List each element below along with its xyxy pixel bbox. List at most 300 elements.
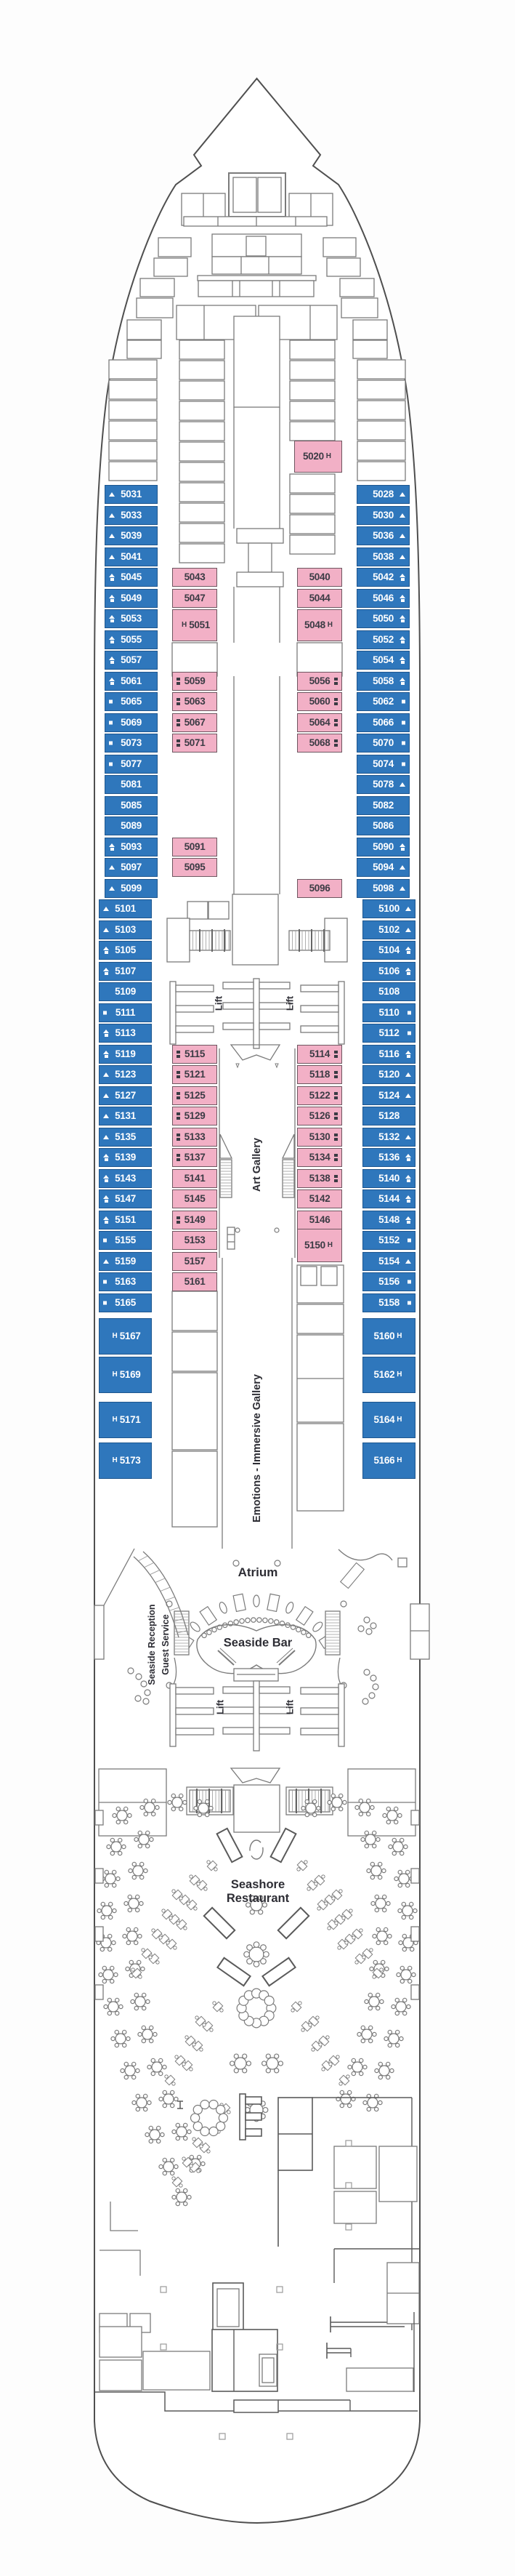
- cabin-5171[interactable]: [99, 1402, 152, 1438]
- bunk-beds-icon: [177, 719, 180, 726]
- pullman-sofa-bed-icon: [405, 1195, 411, 1203]
- cabin-number: 5162: [373, 1369, 395, 1381]
- pullman-bed-icon: [405, 1259, 411, 1264]
- cabin-5159[interactable]: [99, 1252, 152, 1271]
- cabin-number: 5101: [115, 903, 136, 915]
- cabin-5114[interactable]: [297, 1045, 342, 1064]
- bunk-beds-icon: [334, 698, 338, 705]
- cabin-number: 5129: [184, 1110, 206, 1122]
- cabin-number: 5125: [184, 1090, 206, 1102]
- pullman-sofa-bed-icon: [405, 968, 411, 975]
- cabin-number: 5036: [373, 530, 394, 542]
- cabin-number: 5044: [309, 593, 331, 604]
- cabin-number: 5095: [184, 862, 206, 873]
- cabin-number: 5169: [119, 1369, 141, 1381]
- cabin-5164[interactable]: [362, 1402, 415, 1438]
- cabin-5173[interactable]: [99, 1443, 152, 1479]
- cabin-5112[interactable]: [362, 1024, 415, 1043]
- cabin-number: 5100: [378, 903, 400, 915]
- cabin-5085[interactable]: [105, 796, 158, 815]
- cabin-number: 5049: [121, 593, 142, 604]
- cabin-5043[interactable]: [172, 568, 217, 587]
- bunk-beds-icon: [334, 1112, 338, 1120]
- cabin-5120[interactable]: [362, 1065, 415, 1084]
- cabin-5074[interactable]: [357, 755, 410, 774]
- cabin-5134[interactable]: [297, 1148, 342, 1167]
- cabin-5149[interactable]: [172, 1211, 217, 1229]
- cabin-5121[interactable]: [172, 1065, 217, 1084]
- cabin-number: 5053: [121, 613, 142, 625]
- cabin-number: 5060: [309, 696, 331, 707]
- cabin-5041[interactable]: [105, 547, 158, 566]
- cabin-5038[interactable]: [357, 547, 410, 566]
- cabin-number: 5070: [373, 737, 394, 749]
- accessible-h-mark: H: [397, 1371, 402, 1379]
- cabin-number: 5098: [373, 883, 394, 894]
- cabin-5156[interactable]: [362, 1272, 415, 1291]
- cabin-5115[interactable]: [172, 1045, 217, 1064]
- sofa-bed-icon: [103, 1280, 107, 1284]
- cabin-number: 5128: [378, 1110, 400, 1122]
- sofa-bed-icon: [109, 721, 113, 725]
- cabin-number: 5131: [115, 1110, 136, 1122]
- cabin-5020[interactable]: [294, 441, 342, 473]
- cabin-number: 5135: [115, 1131, 136, 1143]
- cabin-number: 5089: [121, 820, 142, 832]
- sofa-bed-icon: [109, 742, 113, 745]
- pullman-bed-icon: [109, 886, 115, 891]
- pullman-sofa-bed-icon: [103, 1216, 109, 1224]
- pullman-bed-icon: [103, 928, 109, 932]
- cabin-5048[interactable]: [297, 609, 342, 641]
- pullman-bed-icon: [109, 513, 115, 518]
- cabin-5091[interactable]: [172, 838, 217, 856]
- cabin-5109[interactable]: [99, 982, 152, 1001]
- pullman-sofa-bed-icon: [400, 574, 405, 581]
- cabin-5130[interactable]: [297, 1128, 342, 1147]
- label-lift-forward-port: Lift: [213, 995, 224, 1011]
- pullman-sofa-bed-icon: [109, 574, 115, 581]
- cabin-5167[interactable]: [99, 1318, 152, 1355]
- cabin-5113[interactable]: [99, 1024, 152, 1043]
- cabin-number: 5054: [373, 654, 394, 666]
- pullman-bed-icon: [400, 492, 405, 497]
- pullman-sofa-bed-icon: [103, 1154, 109, 1161]
- cabin-5051[interactable]: [172, 609, 217, 641]
- cabin-5107[interactable]: [99, 962, 152, 981]
- cabin-number: 5154: [378, 1256, 400, 1267]
- cabin-number: 5020: [302, 451, 324, 462]
- cabin-number: 5077: [121, 758, 142, 770]
- cabin-number: 5046: [373, 593, 394, 604]
- cabin-number: 5073: [121, 737, 142, 749]
- cabin-number: 5119: [115, 1048, 136, 1060]
- cabin-number: 5048: [304, 619, 325, 631]
- cabin-5133[interactable]: [172, 1128, 217, 1147]
- cabin-5163[interactable]: [99, 1272, 152, 1291]
- pullman-sofa-bed-icon: [109, 678, 115, 685]
- cabin-5049[interactable]: [105, 589, 158, 608]
- cabin-5081[interactable]: [105, 775, 158, 794]
- cabin-5110[interactable]: [362, 1003, 415, 1022]
- cabin-number: 5061: [121, 675, 142, 687]
- cabin-number: 5091: [184, 841, 206, 853]
- cabin-number: 5055: [121, 634, 142, 646]
- cabin-5064[interactable]: [297, 713, 342, 732]
- cabin-5066[interactable]: [357, 713, 410, 732]
- cabin-5145[interactable]: [172, 1189, 217, 1208]
- cabin-5028[interactable]: [357, 485, 410, 504]
- cabin-number: 5110: [378, 1007, 400, 1019]
- cabin-5039[interactable]: [105, 526, 158, 545]
- label-guest-service: Guest Service: [161, 1614, 171, 1675]
- cabin-5119[interactable]: [99, 1045, 152, 1064]
- cabin-5060[interactable]: [297, 692, 342, 711]
- cabin-5123[interactable]: [99, 1065, 152, 1084]
- cabin-number: 5062: [373, 696, 394, 707]
- cabin-5095[interactable]: [172, 858, 217, 877]
- cabin-5146[interactable]: [297, 1211, 342, 1229]
- cabin-5141[interactable]: [172, 1169, 217, 1188]
- cabin-5104[interactable]: [362, 941, 415, 960]
- cabin-5077[interactable]: [105, 755, 158, 774]
- cabin-number: 5050: [373, 613, 394, 625]
- cabin-number: 5093: [121, 841, 142, 853]
- cabin-5151[interactable]: [99, 1211, 152, 1229]
- pullman-bed-icon: [400, 782, 405, 787]
- cabin-5169[interactable]: [99, 1357, 152, 1393]
- cabin-5128[interactable]: [362, 1107, 415, 1126]
- cabin-5101[interactable]: [99, 899, 152, 918]
- bunk-beds-icon: [177, 1216, 180, 1224]
- cabin-5042[interactable]: [357, 568, 410, 587]
- cabin-number: 5113: [115, 1027, 136, 1039]
- cabin-5116[interactable]: [362, 1045, 415, 1064]
- cabin-number: 5066: [373, 717, 394, 729]
- sofa-bed-icon: [407, 1239, 411, 1243]
- label-seaside-bar: Seaside Bar: [223, 1636, 293, 1650]
- cabin-number: 5146: [309, 1214, 331, 1226]
- label-seashore-restaurant: Seashore Restaurant: [226, 1878, 290, 1905]
- cabin-number: 5171: [119, 1414, 141, 1426]
- accessible-h-mark: H: [397, 1416, 402, 1424]
- cabin-number: 5148: [378, 1214, 400, 1226]
- pullman-sofa-bed-icon: [103, 1195, 109, 1203]
- sofa-bed-icon: [402, 763, 405, 766]
- bunk-beds-icon: [334, 1175, 338, 1182]
- bunk-beds-icon: [334, 739, 338, 747]
- cabin-5053[interactable]: [105, 609, 158, 628]
- cabin-5082[interactable]: [357, 796, 410, 815]
- cabin-5070[interactable]: [357, 734, 410, 753]
- cabin-number: 5045: [121, 571, 142, 583]
- sofa-bed-icon: [103, 1011, 107, 1015]
- pullman-sofa-bed-icon: [405, 947, 411, 954]
- cabin-5106[interactable]: [362, 962, 415, 981]
- cabin-number: 5067: [184, 717, 206, 729]
- cabin-number: 5130: [309, 1131, 331, 1143]
- cabin-5154[interactable]: [362, 1252, 415, 1271]
- cabin-number: 5106: [378, 966, 400, 977]
- pullman-bed-icon: [405, 1072, 411, 1077]
- cabin-5093[interactable]: [105, 838, 158, 856]
- pullman-bed-icon: [109, 492, 115, 497]
- cabin-number: 5132: [378, 1131, 400, 1143]
- cabin-5055[interactable]: [105, 630, 158, 649]
- pullman-sofa-bed-icon: [103, 968, 109, 975]
- cabin-5158[interactable]: [362, 1293, 415, 1312]
- cabin-number: 5058: [373, 675, 394, 687]
- cabin-5139[interactable]: [99, 1148, 152, 1167]
- accessible-h-mark: H: [327, 1241, 333, 1249]
- cabin-5143[interactable]: [99, 1169, 152, 1188]
- cabin-5052[interactable]: [357, 630, 410, 649]
- cabin-5057[interactable]: [105, 651, 158, 670]
- cabin-number: 5104: [378, 944, 400, 956]
- cabin-number: 5103: [115, 924, 136, 936]
- cabin-number: 5153: [184, 1235, 206, 1246]
- cabin-5071[interactable]: [172, 734, 217, 753]
- cabin-5152[interactable]: [362, 1231, 415, 1250]
- cabin-5031[interactable]: [105, 485, 158, 504]
- bunk-beds-icon: [177, 1071, 180, 1078]
- accessible-h-mark: H: [325, 452, 332, 460]
- bunk-beds-icon: [334, 1133, 338, 1141]
- cabin-5061[interactable]: [105, 672, 158, 691]
- pullman-bed-icon: [400, 534, 405, 538]
- cabin-5058[interactable]: [357, 672, 410, 691]
- cabin-5047[interactable]: [172, 589, 217, 608]
- cabin-5062[interactable]: [357, 692, 410, 711]
- cabin-number: 5136: [378, 1152, 400, 1163]
- cabin-5137[interactable]: [172, 1148, 217, 1167]
- pullman-bed-icon: [103, 1072, 109, 1077]
- cabin-5129[interactable]: [172, 1107, 217, 1126]
- cabin-5094[interactable]: [357, 858, 410, 877]
- cabin-number: 5094: [373, 862, 394, 873]
- cabin-5030[interactable]: [357, 506, 410, 525]
- label-atrium: Atrium: [238, 1565, 278, 1579]
- cabin-number: 5107: [115, 966, 136, 977]
- pullman-sofa-bed-icon: [103, 1030, 109, 1037]
- cabin-number: 5164: [373, 1414, 395, 1426]
- cabin-number: 5142: [309, 1193, 331, 1205]
- cabin-5135[interactable]: [99, 1128, 152, 1147]
- cabin-number: 5043: [184, 571, 206, 583]
- bunk-beds-icon: [177, 1092, 180, 1099]
- pullman-sofa-bed-icon: [400, 636, 405, 643]
- cabin-number: 5133: [184, 1131, 206, 1143]
- label-lift-mid-port: Lift: [214, 1699, 226, 1715]
- cabin-5126[interactable]: [297, 1107, 342, 1126]
- cabin-number: 5163: [115, 1276, 136, 1288]
- label-seaside-reception: Seaside Reception: [147, 1604, 157, 1685]
- cabin-number: 5040: [309, 571, 331, 583]
- cabin-number: 5156: [378, 1276, 400, 1288]
- cabin-5166[interactable]: [362, 1443, 415, 1479]
- cabin-5102[interactable]: [362, 920, 415, 939]
- cabin-number: 5063: [184, 696, 206, 707]
- cabin-number: 5069: [121, 717, 142, 729]
- bunk-beds-icon: [177, 1112, 180, 1120]
- cabin-number: 5158: [378, 1297, 400, 1309]
- cabin-number: 5028: [373, 489, 394, 500]
- pullman-bed-icon: [103, 1259, 109, 1264]
- cabin-number: 5112: [378, 1027, 400, 1039]
- cabin-5150[interactable]: [297, 1229, 342, 1262]
- cabin-5063[interactable]: [172, 692, 217, 711]
- cabin-5045[interactable]: [105, 568, 158, 587]
- cabin-5165[interactable]: [99, 1293, 152, 1312]
- bunk-beds-icon: [177, 1133, 180, 1141]
- cabin-5096[interactable]: [297, 879, 342, 898]
- label-lift-mid-stbd: Lift: [284, 1699, 296, 1715]
- cabin-5098[interactable]: [357, 879, 410, 898]
- cabin-number: 5166: [373, 1455, 395, 1466]
- cabin-number: 5161: [184, 1276, 206, 1288]
- cabin-5140[interactable]: [362, 1169, 415, 1188]
- pullman-bed-icon: [405, 907, 411, 911]
- cabin-number: 5030: [373, 510, 394, 521]
- cabin-5040[interactable]: [297, 568, 342, 587]
- cabin-5125[interactable]: [172, 1086, 217, 1105]
- cabin-5131[interactable]: [99, 1107, 152, 1126]
- cabin-5122[interactable]: [297, 1086, 342, 1105]
- sofa-bed-icon: [402, 721, 405, 725]
- cabin-5065[interactable]: [105, 692, 158, 711]
- cabin-5073[interactable]: [105, 734, 158, 753]
- cabin-number: 5123: [115, 1069, 136, 1080]
- cabin-number: 5141: [184, 1173, 206, 1184]
- bunk-beds-icon: [334, 1092, 338, 1099]
- cabin-number: 5097: [121, 862, 142, 873]
- pullman-bed-icon: [400, 513, 405, 518]
- label-emotions-immersive-gallery: Emotions - Immersive Gallery: [251, 1374, 263, 1522]
- cabin-5155[interactable]: [99, 1231, 152, 1250]
- cabin-number: 5165: [115, 1297, 136, 1309]
- cabin-5046[interactable]: [357, 589, 410, 608]
- pullman-bed-icon: [405, 928, 411, 932]
- cabin-number: 5086: [373, 820, 394, 832]
- cabin-number: 5042: [373, 571, 394, 583]
- cabin-5059[interactable]: [172, 672, 217, 691]
- cabin-5161[interactable]: [172, 1272, 217, 1291]
- pullman-sofa-bed-icon: [109, 595, 115, 602]
- pullman-sofa-bed-icon: [109, 843, 115, 851]
- cabin-5144[interactable]: [362, 1189, 415, 1208]
- cabin-5108[interactable]: [362, 982, 415, 1001]
- cabin-number: 5139: [115, 1152, 136, 1163]
- pullman-bed-icon: [400, 555, 405, 559]
- pullman-bed-icon: [109, 555, 115, 559]
- cabin-5153[interactable]: [172, 1231, 217, 1250]
- bunk-beds-icon: [177, 739, 180, 747]
- cabin-5056[interactable]: [297, 672, 342, 691]
- cabin-5148[interactable]: [362, 1211, 415, 1229]
- cabin-5036[interactable]: [357, 526, 410, 545]
- cabin-5078[interactable]: [357, 775, 410, 794]
- cabin-5100[interactable]: [362, 899, 415, 918]
- pullman-sofa-bed-icon: [109, 657, 115, 664]
- cabin-number: 5068: [309, 737, 331, 749]
- cabin-5099[interactable]: [105, 879, 158, 898]
- sofa-bed-icon: [103, 1301, 107, 1305]
- cabin-5086[interactable]: [357, 816, 410, 835]
- cabin-number: 5052: [373, 634, 394, 646]
- pullman-bed-icon: [103, 1135, 109, 1139]
- cabin-5147[interactable]: [99, 1189, 152, 1208]
- cabin-5069[interactable]: [105, 713, 158, 732]
- cabin-5136[interactable]: [362, 1148, 415, 1167]
- cabin-5054[interactable]: [357, 651, 410, 670]
- cabin-number: 5038: [373, 551, 394, 563]
- cabin-number: 5078: [373, 779, 394, 790]
- cabin-number: 5160: [373, 1331, 395, 1342]
- pullman-bed-icon: [400, 865, 405, 870]
- sofa-bed-icon: [109, 700, 113, 704]
- cabin-5089[interactable]: [105, 816, 158, 835]
- cabin-5157[interactable]: [172, 1252, 217, 1271]
- cabin-number: 5137: [184, 1152, 206, 1163]
- cabin-number: 5155: [115, 1235, 136, 1246]
- cabin-number: 5102: [378, 924, 400, 936]
- cabin-5050[interactable]: [357, 609, 410, 628]
- cabin-5097[interactable]: [105, 858, 158, 877]
- cabin-5105[interactable]: [99, 941, 152, 960]
- sofa-bed-icon: [402, 742, 405, 745]
- pullman-bed-icon: [405, 1094, 411, 1098]
- cabin-number: 5159: [115, 1256, 136, 1267]
- accessible-h-mark: H: [112, 1371, 118, 1379]
- bunk-beds-icon: [334, 1071, 338, 1078]
- bunk-beds-icon: [334, 1154, 338, 1161]
- accessible-h-mark: H: [327, 621, 333, 629]
- accessible-h-mark: H: [112, 1416, 118, 1424]
- pullman-sofa-bed-icon: [400, 615, 405, 622]
- cabin-5138[interactable]: [297, 1169, 342, 1188]
- pullman-bed-icon: [103, 1094, 109, 1098]
- cabin-5160[interactable]: [362, 1318, 415, 1355]
- pullman-sofa-bed-icon: [103, 1051, 109, 1058]
- cabin-5033[interactable]: [105, 506, 158, 525]
- cabin-5111[interactable]: [99, 1003, 152, 1022]
- cabin-5142[interactable]: [297, 1189, 342, 1208]
- sofa-bed-icon: [109, 763, 113, 766]
- cabin-5118[interactable]: [297, 1065, 342, 1084]
- cabin-number: 5150: [304, 1240, 325, 1251]
- cabin-5124[interactable]: [362, 1086, 415, 1105]
- cabin-number: 5096: [309, 883, 331, 894]
- cabin-5044[interactable]: [297, 589, 342, 608]
- cabin-5132[interactable]: [362, 1128, 415, 1147]
- cabin-number: 5140: [378, 1173, 400, 1184]
- pullman-sofa-bed-icon: [400, 657, 405, 664]
- cabin-number: 5081: [121, 779, 142, 790]
- cabin-5162[interactable]: [362, 1357, 415, 1393]
- cabin-number: 5051: [189, 619, 211, 631]
- cabin-5068[interactable]: [297, 734, 342, 753]
- cabin-number: 5126: [309, 1110, 331, 1122]
- cabin-number: 5118: [309, 1069, 331, 1080]
- cabin-number: 5167: [119, 1331, 141, 1342]
- cabin-5127[interactable]: [99, 1086, 152, 1105]
- cabin-5067[interactable]: [172, 713, 217, 732]
- cabin-5090[interactable]: [357, 838, 410, 856]
- accessible-h-mark: H: [181, 621, 187, 629]
- cabin-5103[interactable]: [99, 920, 152, 939]
- cabin-number: 5145: [184, 1193, 206, 1205]
- pullman-sofa-bed-icon: [405, 1154, 411, 1161]
